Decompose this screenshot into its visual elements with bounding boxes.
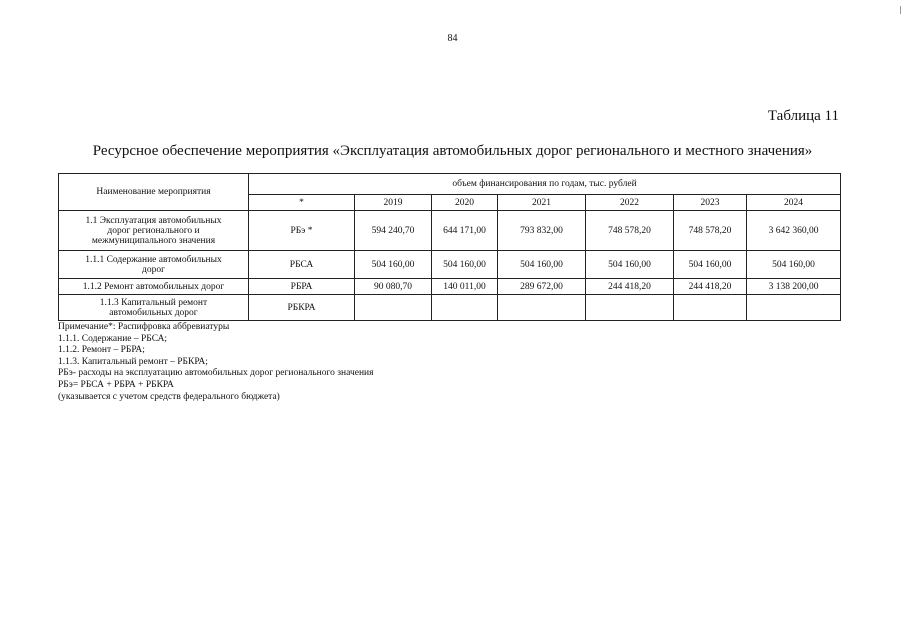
measure-name-line: дорог — [142, 264, 165, 275]
note-line: 1.1.3. Капитальный ремонт – РБКРА; — [58, 356, 208, 367]
note-line: 1.1.1. Содержание – РБСА; — [58, 333, 168, 344]
header-row-1 — [59, 174, 841, 195]
value-cell: 90 080,70 — [355, 279, 432, 295]
code-cell: РБСА — [249, 251, 355, 279]
value-cell — [586, 295, 674, 321]
table-row — [59, 279, 841, 295]
code-cell: РБэ * — [249, 211, 355, 251]
value-cell: 504 160,00 — [355, 251, 432, 279]
year-header: 2021 — [498, 195, 586, 211]
value-cell: 644 171,00 — [432, 211, 498, 251]
value-cell: 748 578,20 — [674, 211, 747, 251]
measure-name-line: дорог регионального и — [107, 225, 200, 236]
measure-name-cell — [59, 211, 249, 251]
measure-name-line: 1.1.2 Ремонт автомобильных дорог — [82, 281, 225, 292]
value-cell: 244 418,20 — [674, 279, 747, 295]
measure-name-line: 1.1 Эксплуатация автомобильных — [85, 215, 222, 226]
notes-block — [58, 322, 374, 403]
year-header: 2019 — [355, 195, 432, 211]
measure-name-line: межмуниципального значения — [91, 235, 216, 246]
measure-name-line: автомобильных дорог — [109, 307, 198, 318]
value-cell — [747, 295, 841, 321]
value-cell: 140 011,00 — [432, 279, 498, 295]
value-cell: 504 160,00 — [747, 251, 841, 279]
resource-table — [58, 173, 841, 321]
note-line: РБэ= РБСА + РБРА + РБКРА — [58, 379, 174, 390]
year-header: 2024 — [747, 195, 841, 211]
scan-edge-mark — [900, 6, 901, 14]
measure-name-line: 1.1.1 Содержание автомобильных — [85, 254, 222, 265]
table-row — [59, 211, 841, 251]
name-column-header: Наименование мероприятия — [59, 174, 249, 211]
code-cell: РБРА — [249, 279, 355, 295]
table-row — [59, 251, 841, 279]
value-cell: 504 160,00 — [674, 251, 747, 279]
measure-name-cell — [59, 251, 249, 279]
value-cell: 504 160,00 — [586, 251, 674, 279]
value-cell: 289 672,00 — [498, 279, 586, 295]
value-cell: 3 642 360,00 — [747, 211, 841, 251]
value-cell — [432, 295, 498, 321]
code-column-header: * — [249, 195, 355, 211]
value-cell: 504 160,00 — [432, 251, 498, 279]
note-line: 1.1.2. Ремонт – РБРА; — [58, 345, 145, 356]
code-cell: РБКРА — [249, 295, 355, 321]
value-cell: 244 418,20 — [586, 279, 674, 295]
note-line: (указывается с учетом средств федерального бюджета) — [58, 391, 280, 402]
table-label: Таблица 11 — [767, 108, 839, 124]
value-cell — [674, 295, 747, 321]
year-header: 2022 — [586, 195, 674, 211]
value-cell: 793 832,00 — [498, 211, 586, 251]
note-line: РБэ- расходы на эксплуатацию автомобильных дорог регионального значения — [58, 368, 374, 379]
value-cell: 748 578,20 — [586, 211, 674, 251]
measure-name-cell — [59, 279, 249, 295]
value-cell: 594 240,70 — [355, 211, 432, 251]
document-title: Ресурсное обеспечение мероприятия «Эксплуатация автомобильных дорог регионального и местного значения» — [92, 143, 813, 159]
value-cell: 504 160,00 — [498, 251, 586, 279]
measure-name-line: 1.1.3 Капитальный ремонт — [99, 297, 208, 308]
year-header: 2020 — [432, 195, 498, 211]
measure-name-cell — [59, 295, 249, 321]
page-number: 84 — [447, 33, 458, 44]
funding-header: объем финансирования по годам, тыс. рублей — [249, 174, 841, 195]
value-cell — [498, 295, 586, 321]
year-header: 2023 — [674, 195, 747, 211]
table-row — [59, 295, 841, 321]
note-line: Примечание*: Распифровка аббревиатуры — [58, 322, 230, 332]
value-cell: 3 138 200,00 — [747, 279, 841, 295]
value-cell — [355, 295, 432, 321]
